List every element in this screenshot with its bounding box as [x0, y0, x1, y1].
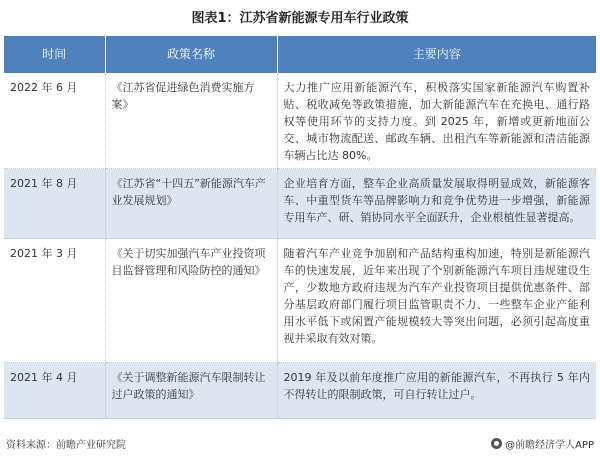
row-date: 2021 年 4 月 — [4, 363, 105, 419]
qianzhan-logo-icon — [491, 438, 502, 449]
policy-table — [4, 36, 596, 419]
column-header-date: 时间 — [4, 36, 105, 73]
row-policy-name: 《关于切实加强汽车产业投资项目监督管理和风险防控的通知》 — [105, 239, 277, 363]
row-content: 2019 年及以前年度推广应用的新能源汽车，不再执行 5 年内不得转让的限制政策，可自行转让过户。 — [277, 363, 596, 419]
row-content: 大力推广应用新能源汽车，积极落实国家新能源汽车购置补贴、税收减免等政策措施，加大新能源汽车在充换电、通行路权等使用环节的支持力度。到 2025 年，新增或更新地面公交、城市物流配送、邮政车辆、出租汽车等新能源和清洁能源车辆占比达 80%。 — [277, 73, 596, 169]
row-policy-name: 《江苏省促进绿色消费实施方案》 — [105, 73, 277, 169]
row-content: 企业培育方面，整车企业高质量发展取得明显成效，新能源客车、中重型货车等品牌影响力和竞争优势进一步增强，新能源专用车产、研、销协同水平全面跃升，企业根植性显著提高。 — [277, 169, 596, 239]
table-row — [4, 169, 596, 239]
table-row — [4, 73, 596, 169]
table-header-row — [4, 36, 596, 73]
column-header-policy-name: 政策名称 — [105, 36, 277, 73]
page-title: 图表1：江苏省新能源专用车行业政策 — [191, 11, 409, 26]
row-date: 2022 年 6 月 — [4, 73, 105, 169]
row-policy-name: 《关于调整新能源汽车限制转让过户政策的通知》 — [105, 363, 277, 419]
source-note: 资料来源：前瞻产业研究院 — [6, 440, 126, 451]
row-date: 2021 年 3 月 — [4, 239, 105, 363]
row-content: 随着汽车产业竞争加剧和产品结构重构加速，特别是新能源汽车的快速发展，近年来出现了个别新能源汽车项目违规建设生产，少数地方政府违规为汽车产业投资项目提供优惠条件、部分基层政府部门履行项目监管职责不力、一些整车企业产能利用水平低下或闲置产能规模较大等突出问题，必须引起高度重视并采取有效对策。 — [277, 239, 596, 363]
brand-credit — [491, 436, 594, 451]
table-row — [4, 363, 596, 419]
row-date: 2021 年 8 月 — [4, 169, 105, 239]
row-policy-name: 《江苏省“十四五”新能源汽车产业发展规划》 — [105, 169, 277, 239]
brand-credit-text: @前瞻经济学人APP — [505, 440, 594, 451]
column-header-main-content: 主要内容 — [277, 36, 596, 73]
table-row — [4, 239, 596, 363]
